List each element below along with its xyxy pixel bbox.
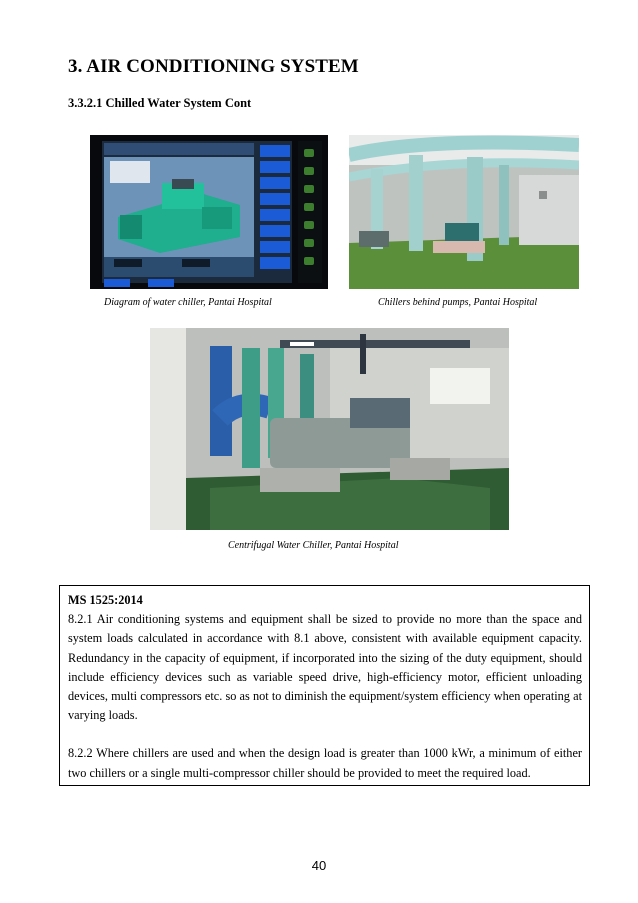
chiller-diagram-photo — [90, 135, 328, 289]
centrifugal-chiller-photo — [150, 328, 509, 530]
page-title: 3. AIR CONDITIONING SYSTEM — [68, 56, 359, 77]
clause-8-2-2: 8.2.2 Where chillers are used and when the design load is greater than 1000 kWr, a minimum of either two chillers or a single multi-compressor chiller should be provided to meet the required load. — [68, 746, 582, 780]
caption-chillers-pumps: Chillers behind pumps, Pantai Hospital — [378, 297, 538, 308]
section-subtitle: 3.3.2.1 Chilled Water System Cont — [68, 96, 252, 110]
standard-title: MS 1525:2014 — [68, 593, 143, 607]
standard-excerpt-box — [59, 585, 590, 786]
caption-centrifugal-chiller: Centrifugal Water Chiller, Pantai Hospital — [228, 540, 399, 551]
clause-8-2-1: 8.2.1 Air conditioning systems and equipment shall be sized to provide no more than the space and system loads calculated in accordance with 8.1 above, consistent with available equipment capacity. Redundancy in the capacity of equipment, if incorporated into the sizing of the duty equipment, should include efficiency devices such as variable speed drive, high-efficiency motor, efficient unloading devices, multi compressors etc. so as not to diminish the equipment/system efficiency when operating at varying loads. — [68, 612, 582, 723]
paragraph-spacer — [68, 725, 582, 744]
caption-chiller-diagram: Diagram of water chiller, Pantai Hospital — [104, 297, 272, 308]
chillers-pumps-photo — [349, 135, 579, 289]
page-number: 40 — [311, 858, 327, 873]
